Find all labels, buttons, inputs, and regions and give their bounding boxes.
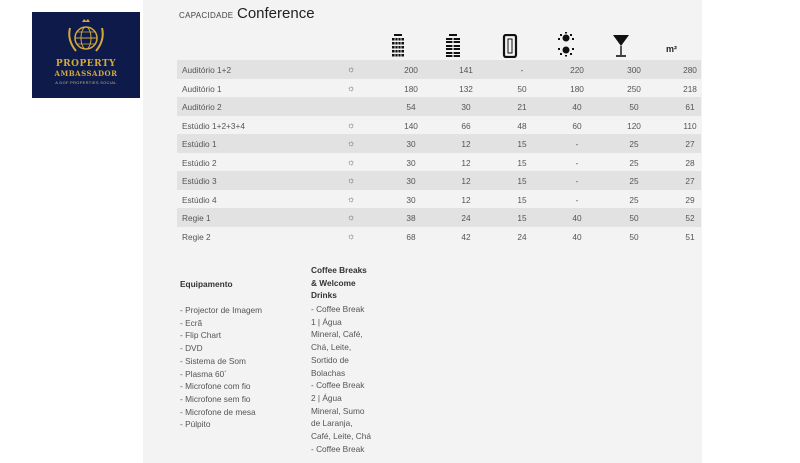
capacity-cell: 15 [517, 176, 527, 186]
equipment-item: - Ecrã [180, 317, 203, 328]
capacity-cell: 52 [685, 213, 695, 223]
capacity-cell: 15 [517, 157, 527, 168]
capacity-cell: 12 [461, 194, 471, 205]
section-label: CAPACIDADE [179, 11, 234, 20]
coffee-line: 1 | Água [311, 316, 342, 327]
globe-laurel-icon [64, 18, 108, 58]
equipment-item: - Flip Chart [180, 330, 222, 341]
capacity-cell: 42 [461, 231, 471, 242]
page-title: Conference [237, 5, 315, 22]
capacity-cell: 180 [570, 83, 584, 94]
coffee-line: Café, Leite, Chá [311, 431, 371, 442]
capacity-panel [143, 0, 702, 463]
capacity-cell: 220 [570, 65, 584, 75]
capacity-cell: 60 [572, 120, 582, 131]
table-row [177, 190, 701, 209]
boardroom-seating-icon [495, 32, 525, 58]
capacity-cell: 30 [406, 157, 416, 168]
capacity-cell: 200 [404, 65, 418, 75]
coffee-line: 2 | Água [311, 392, 342, 403]
layout-settings-icon[interactable]: ☼ [347, 193, 356, 204]
coffee-line: Sortido de [311, 354, 349, 365]
equipment-item: - Projector de Imagem [180, 305, 263, 315]
equipment-item: - Microfone sem fio [180, 393, 251, 404]
capacity-cell: - [575, 157, 579, 168]
table-row [177, 79, 701, 98]
capacity-cell: 300 [627, 65, 641, 75]
logo-line-3: A DOF PROPERTIES SOCIAL [55, 80, 117, 85]
equipment-item: - Microfone de mesa [180, 406, 256, 417]
capacity-cell: 180 [404, 83, 418, 94]
capacity-cell: 218 [683, 83, 697, 94]
room-name: Estúdio 2 [182, 157, 217, 168]
equipment-item: - Microfone com fio [180, 381, 251, 392]
capacity-cell: 25 [629, 139, 639, 149]
capacity-cell: - [575, 139, 579, 149]
capacity-cell: 21 [517, 102, 527, 112]
layout-settings-icon[interactable]: ☼ [347, 138, 356, 148]
theatre-seating-icon [383, 32, 413, 58]
equipment-item: - Plasma 60´ [180, 368, 228, 379]
capacity-cell: 132 [459, 83, 473, 94]
coffee-line: Mineral, Sumo [311, 405, 365, 416]
room-name: Estúdio 3 [182, 176, 217, 186]
capacity-cell: 30 [406, 176, 416, 186]
capacity-cell: 280 [683, 65, 697, 75]
capacity-cell: 50 [517, 83, 527, 94]
table-row [177, 227, 701, 246]
layout-settings-icon[interactable]: ☼ [347, 212, 356, 222]
property-ambassador-logo [32, 12, 140, 98]
layout-settings-icon[interactable]: ☼ [347, 175, 356, 185]
equipment-title: Equipamento [180, 279, 233, 289]
coffee-breaks-list [311, 303, 381, 455]
coffee-breaks-title [311, 264, 367, 302]
coffee-title-line: & Welcome [311, 277, 356, 288]
banquet-seating-icon [551, 32, 581, 58]
layout-settings-icon[interactable]: ☼ [347, 156, 356, 167]
coffee-line: - Coffee Break [311, 443, 365, 454]
equipment-item: - DVD [180, 343, 203, 354]
table-row [177, 208, 701, 227]
capacity-cell: 29 [685, 194, 695, 205]
equipment-item: - Sistema de Som [180, 355, 246, 366]
capacity-cell: 68 [406, 231, 416, 242]
classroom-seating-icon [438, 32, 468, 58]
capacity-cell: 250 [627, 83, 641, 94]
room-name: Regie 1 [182, 213, 211, 223]
room-name: Regie 2 [182, 231, 211, 242]
capacity-cell: - [520, 65, 524, 75]
capacity-cell: 27 [685, 139, 695, 149]
coffee-line: Bolachas [311, 367, 346, 378]
coffee-line: Mineral, Café, [311, 329, 363, 340]
capacity-cell: 141 [459, 65, 473, 75]
room-name: Estúdio 4 [182, 194, 217, 205]
capacity-cell: 140 [404, 120, 418, 131]
capacity-cell: 61 [685, 102, 695, 112]
coffee-title-line: Drinks [311, 290, 337, 300]
layout-settings-icon[interactable]: ☼ [347, 64, 356, 74]
coffee-line: Chá, Leite, [311, 342, 352, 353]
coffee-line: - Coffee Break [311, 304, 365, 314]
room-name: Auditório 2 [182, 102, 222, 112]
capacity-cell: 40 [572, 213, 582, 223]
table-row [177, 153, 701, 172]
room-name: Estúdio 1 [182, 139, 217, 149]
logo-line-1: PROPERTY [55, 59, 117, 69]
capacity-cell: 15 [517, 213, 527, 223]
capacity-cell: 25 [629, 194, 639, 205]
capacity-cell: 48 [517, 120, 527, 131]
capacity-cell: 51 [685, 231, 695, 242]
capacity-cell: 24 [517, 231, 527, 242]
cocktail-glass-icon [606, 32, 636, 58]
capacity-cell: 120 [627, 120, 641, 131]
table-row [177, 134, 701, 153]
room-name: Auditório 1+2 [182, 65, 232, 75]
capacity-cell: 12 [461, 176, 471, 186]
layout-settings-icon[interactable]: ☼ [347, 230, 356, 241]
capacity-cell: 110 [683, 120, 697, 131]
capacity-cell: 38 [406, 213, 416, 223]
capacity-cell: 15 [517, 194, 527, 205]
area-m2-header: m² [666, 44, 677, 54]
capacity-cell: 25 [629, 157, 639, 168]
capacity-cell: 28 [685, 157, 695, 168]
capacity-cell: 30 [406, 139, 416, 149]
capacity-cell: - [575, 194, 579, 205]
capacity-cell: 30 [461, 102, 471, 112]
table-row [177, 116, 701, 135]
capacity-cell: 66 [461, 120, 471, 131]
capacity-cell: 50 [629, 213, 639, 223]
capacity-cell: 50 [629, 231, 639, 242]
capacity-cell: 30 [406, 194, 416, 205]
room-name: Estúdio 1+2+3+4 [182, 120, 245, 131]
capacity-cell: 40 [572, 102, 582, 112]
coffee-title-line: Coffee Breaks [311, 265, 367, 275]
table-row [177, 97, 701, 116]
capacity-cell: 12 [461, 139, 471, 149]
capacity-cell: 50 [629, 102, 639, 112]
capacity-cell: 15 [517, 139, 527, 149]
room-name: Auditório 1 [182, 83, 222, 94]
logo-line-2: AMBASSADOR [54, 69, 118, 78]
layout-settings-icon[interactable]: ☼ [347, 82, 356, 93]
equipment-list [180, 304, 262, 431]
equipment-item: - Púlpito [180, 419, 211, 430]
capacity-cell: 40 [572, 231, 582, 242]
capacity-cell: 27 [685, 176, 695, 186]
table-row [177, 60, 701, 79]
capacity-cell: 24 [461, 213, 471, 223]
capacity-cell: 54 [406, 102, 416, 112]
table-row [177, 171, 701, 190]
coffee-line: de Laranja, [311, 418, 353, 429]
capacity-table [177, 60, 701, 245]
coffee-line: - Coffee Break [311, 380, 365, 391]
capacity-cell: 12 [461, 157, 471, 168]
capacity-cell: - [575, 176, 579, 186]
capacity-cell: 25 [629, 176, 639, 186]
layout-settings-icon[interactable]: ☼ [347, 119, 356, 130]
